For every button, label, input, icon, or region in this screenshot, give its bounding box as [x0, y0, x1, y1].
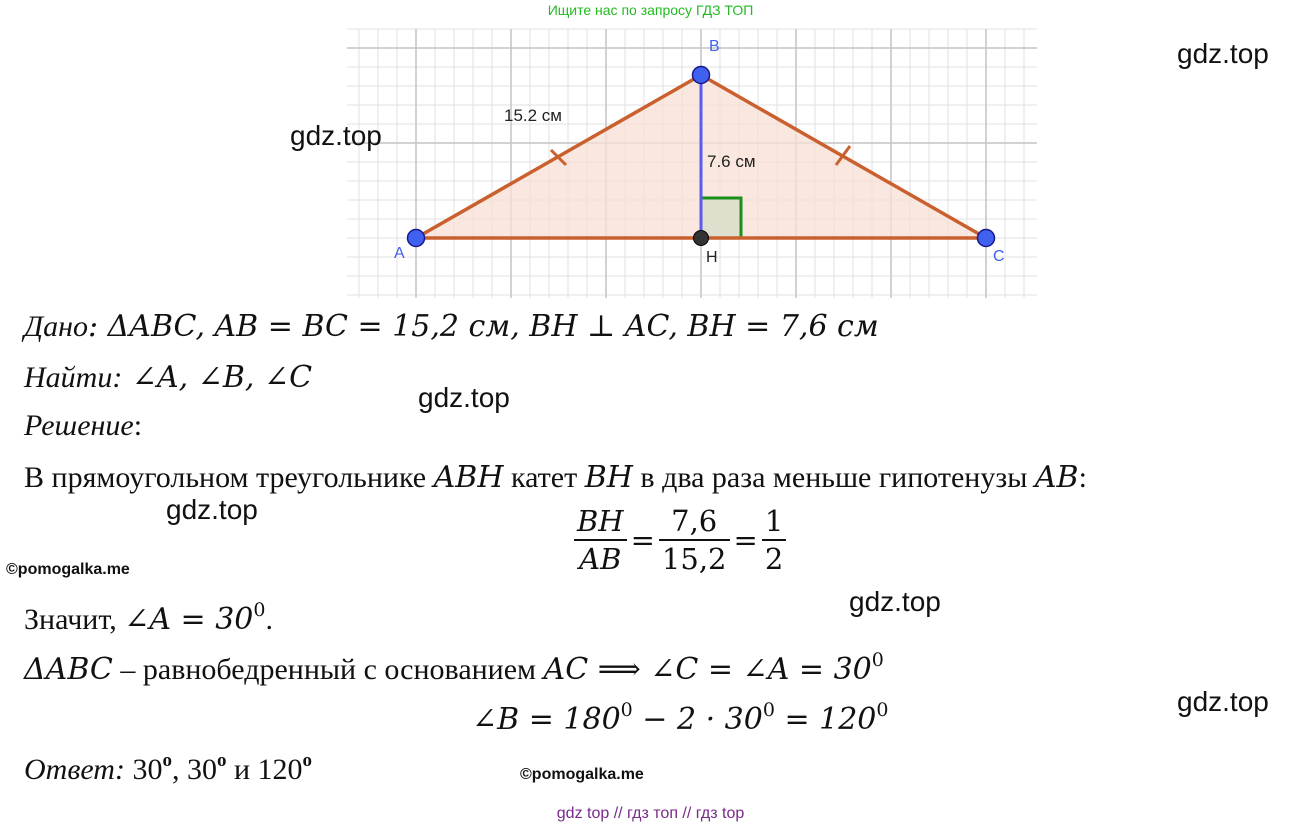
given-expression: : ΔABC, AB = BC = 15,2 см, BH ⊥ AC, BH = 7,6 см	[87, 309, 879, 344]
label-bh-length: 7.6 см	[707, 152, 756, 171]
point-b-label: B	[709, 38, 720, 55]
watermark: gdz.top	[849, 586, 941, 617]
point-h-label: H	[706, 249, 718, 266]
angle-b-line: ∠B = $180^0 - 2 \cdot 30^0 = 120^0$	[472, 699, 889, 737]
footer-links[interactable]: gdz top // гдз топ // гдз top	[556, 805, 745, 822]
point-c	[978, 230, 995, 247]
ratio-equation: $\frac{BH}{AB}$ = $\frac{7,6}{15,2}$ = $\frac{1}{2}$	[570, 503, 790, 577]
watermark: gdz.top	[290, 120, 382, 151]
isosceles-line: ΔABC – равнобедренный с основанием AC ⟹ ∠C = ∠A = $30^0$	[24, 649, 884, 687]
right-angle-marker	[701, 198, 741, 238]
reasoning-line: В прямоугольном треугольнике ABH катет BH в два раза меньше гипотенузы AB:	[24, 460, 1087, 495]
point-a	[408, 230, 425, 247]
point-h	[694, 231, 709, 246]
fraction-bh-ab: $\frac{BH}{AB}$	[574, 503, 627, 577]
fraction-half: $\frac{1}{2}$	[762, 503, 786, 577]
point-a-label: A	[394, 245, 405, 262]
watermark: gdz.top	[1177, 686, 1269, 717]
given-label: Дано	[24, 310, 88, 343]
angle-a-line: Значит, ∠A = $30^0$.	[24, 599, 273, 637]
find-line	[24, 360, 312, 396]
copyright-mark: ©pomogalka.me	[520, 766, 644, 783]
triangle-figure	[0, 0, 1301, 300]
given-line	[24, 309, 879, 345]
solution-label: Решение	[24, 409, 134, 442]
point-b	[693, 67, 710, 84]
search-hint: Ищите нас по запросу ГДЗ ТОП	[547, 2, 754, 18]
watermark: gdz.top	[418, 382, 510, 413]
watermark: gdz.top	[1177, 38, 1269, 69]
find-expression: ∠A, ∠B, ∠C	[122, 360, 313, 395]
solution-heading: Решение:	[24, 409, 143, 442]
label-ab-length: 15.2 см	[504, 106, 562, 125]
point-c-label: C	[993, 248, 1005, 265]
find-label: Найти:	[24, 361, 123, 394]
answer-label: Ответ:	[24, 753, 125, 786]
watermark: gdz.top	[166, 494, 258, 525]
fraction-values: $\frac{7,6}{15,2}$	[659, 503, 730, 577]
copyright-mark: ©pomogalka.me	[6, 561, 130, 578]
answer-line: Ответ: 30$^o$, 30$^o$ и 120$^o$	[24, 750, 312, 786]
